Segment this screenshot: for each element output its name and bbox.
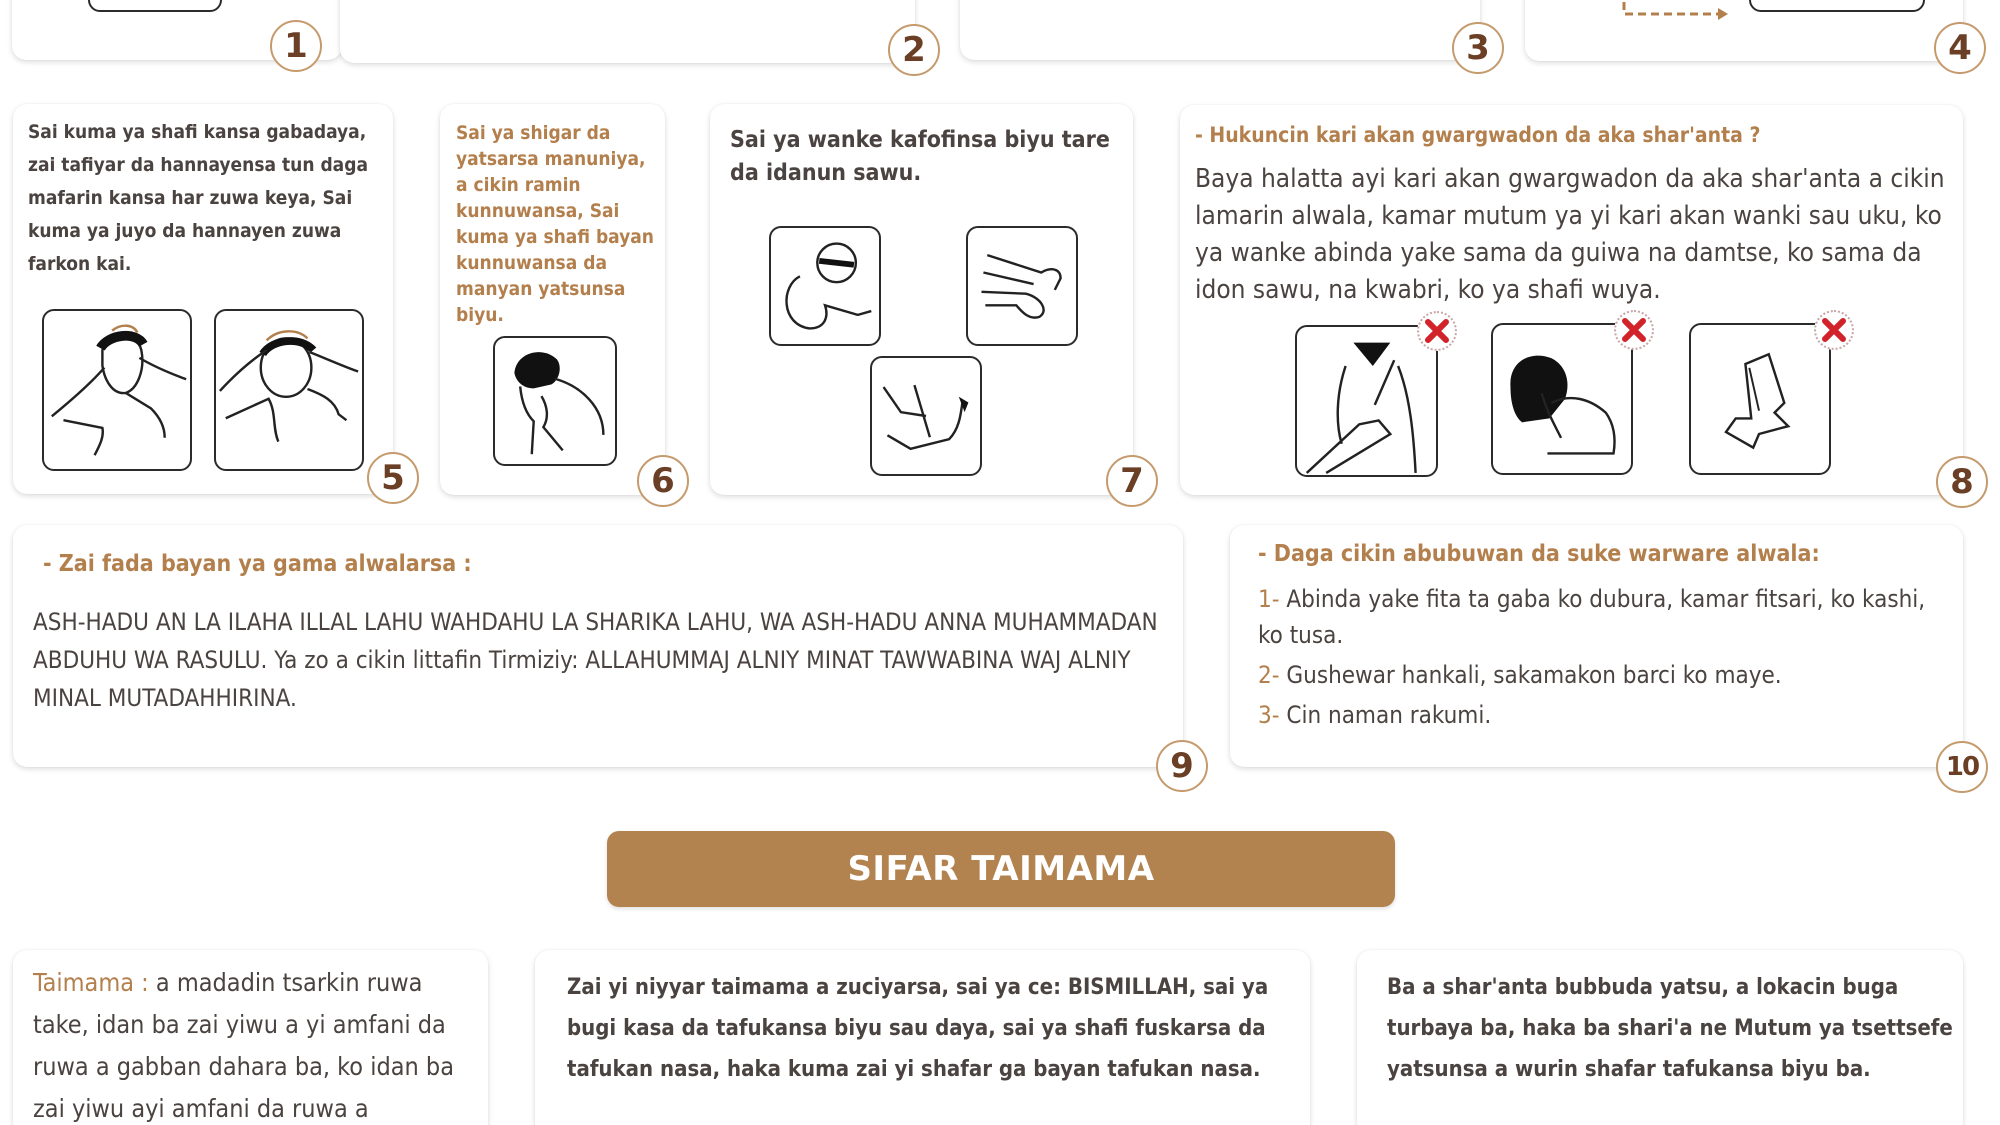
washing-above-ankle-image (1689, 323, 1831, 475)
step9-panel (13, 525, 1183, 767)
step-number-5: 5 (367, 452, 419, 504)
list-index: 2- (1258, 661, 1280, 689)
wiping-ears-image (493, 336, 617, 466)
wiping-neck-image (1491, 323, 1633, 475)
step8-heading: - Hukuncin kari akan gwargwadon da aka shar'anta ? (1195, 123, 1761, 147)
step10-heading: - Daga cikin abubuwan da suke warware alwala: (1258, 541, 1820, 567)
step6-text: Sai ya shigar da yatsarsa manuniya, a cikin ramin kunnuwansa, Sai kuma ya shafi bayan kunnuwansa da manyan yatsunsa biyu. (456, 122, 654, 326)
list-index: 1- (1258, 585, 1280, 613)
definition-text: a madadin tsarkin ruwa take, idan ba zai yiwu a yi amfani da ruwa a gabban dahara ba, ko idan ba zai yiwu ayi amfani da ruwa a (33, 968, 454, 1123)
step2-panel (340, 0, 915, 63)
tayammum-definition (33, 962, 483, 1125)
step-number-10: 10 (1936, 741, 1988, 793)
dashed-arrow-icon (1620, 0, 1732, 26)
definition-term: Taimama : (33, 968, 149, 997)
step-number-2: 2 (888, 24, 940, 76)
tayammum-note-panel (1357, 950, 1963, 1125)
forbidden-x-icon (1814, 310, 1854, 350)
step7-text: Sai ya wanke kafofinsa biyu tare da idanun sawu. (730, 127, 1110, 186)
step8-panel (1180, 105, 1963, 495)
step7-panel (710, 104, 1133, 495)
step6-panel (440, 104, 665, 495)
washing-feet-seated-image (769, 226, 881, 346)
step4-image (1749, 0, 1925, 12)
list-text: Abinda yake fita ta gaba ko dubura, kamar fitsari, ko kashi, ko tusa. (1258, 585, 1926, 649)
step-number-3: 3 (1452, 22, 1504, 74)
tayammum-note-text: Ba a shar'anta bubbuda yatsu, a lokacin buga turbaya ba, haka ba shari'a ne Mutum ya tsettsefe yatsunsa a wurin shafar tafukansa biyu ba. (1387, 975, 1953, 1082)
tayammum-steps-panel (535, 950, 1310, 1125)
step-number-1: 1 (270, 20, 322, 72)
forbidden-x-icon (1417, 311, 1457, 351)
step-number-6: 6 (637, 455, 689, 507)
list-item (1258, 581, 1948, 653)
forbidden-x-icon (1614, 310, 1654, 350)
step10-panel (1230, 525, 1963, 767)
list-text: Gushewar hankali, sakamakon barci ko maye. (1286, 661, 1782, 689)
wiping-head-forward-image (42, 309, 192, 471)
washing-heel-image (870, 356, 982, 476)
step5-panel (13, 104, 393, 494)
list-item (1258, 657, 1948, 693)
step-number-9: 9 (1156, 740, 1208, 792)
tayammum-steps-text: Zai yi niyyar taimama a zuciyarsa, sai ya ce: BISMILLAH, sai ya bugi kasa da tafukansa biyu sau daya, sai ya shafi fuskarsa da tafukan nasa, haka kuma zai yi shafar ga bayan tafukan nasa. (567, 975, 1269, 1082)
step-number-7: 7 (1106, 455, 1158, 507)
washing-hands-image (88, 0, 222, 12)
step3-panel (960, 0, 1480, 60)
list-item (1258, 697, 1948, 733)
tayammum-definition-panel (13, 950, 488, 1125)
washing-foot-side-image (966, 226, 1078, 346)
list-text: Cin naman rakumi. (1286, 701, 1492, 729)
step9-heading: - Zai fada bayan ya gama alwalarsa : (43, 551, 472, 577)
step8-text: Baya halatta ayi kari akan gwargwadon da aka shar'anta a cikin lamarin alwala, kamar mutum ya yi kari akan wanki sau uku, ko ya wanke abinda yake sama da guiwa na damtse, ko sama da idon sawu, na kwabri, ko ya shafi wuya. (1195, 164, 1945, 305)
step4-panel (1525, 0, 1963, 61)
list-index: 3- (1258, 701, 1280, 729)
step-number-8: 8 (1936, 456, 1988, 508)
step5-text: Sai kuma ya shafi kansa gabadaya, zai tafiyar da hannayensa tun daga mafarin kansa har zuwa keya, Sai kuma ya juyo da hannayen zuwa farkon kai. (28, 121, 368, 275)
step-number-4: 4 (1934, 22, 1986, 74)
section-title-banner: SIFAR TAIMAMA (607, 831, 1395, 907)
invalidators-list (1258, 581, 1948, 737)
wiping-head-back-image (214, 309, 364, 471)
step9-text: ASH-HADU AN LA ILAHA ILLAL LAHU WAHDAHU LA SHARIKA LAHU, WA ASH-HADU ANNA MUHAMMADAN ABDUHU WA RASULU. Ya zo a cikin littafin Tirmiziy: ALLAHUMMAJ ALNIY MINAT TAWWABINA WAJ ALNIY MINAL MUTADAHHIRINA. (33, 608, 1158, 712)
washing-above-elbow-image (1295, 325, 1438, 477)
